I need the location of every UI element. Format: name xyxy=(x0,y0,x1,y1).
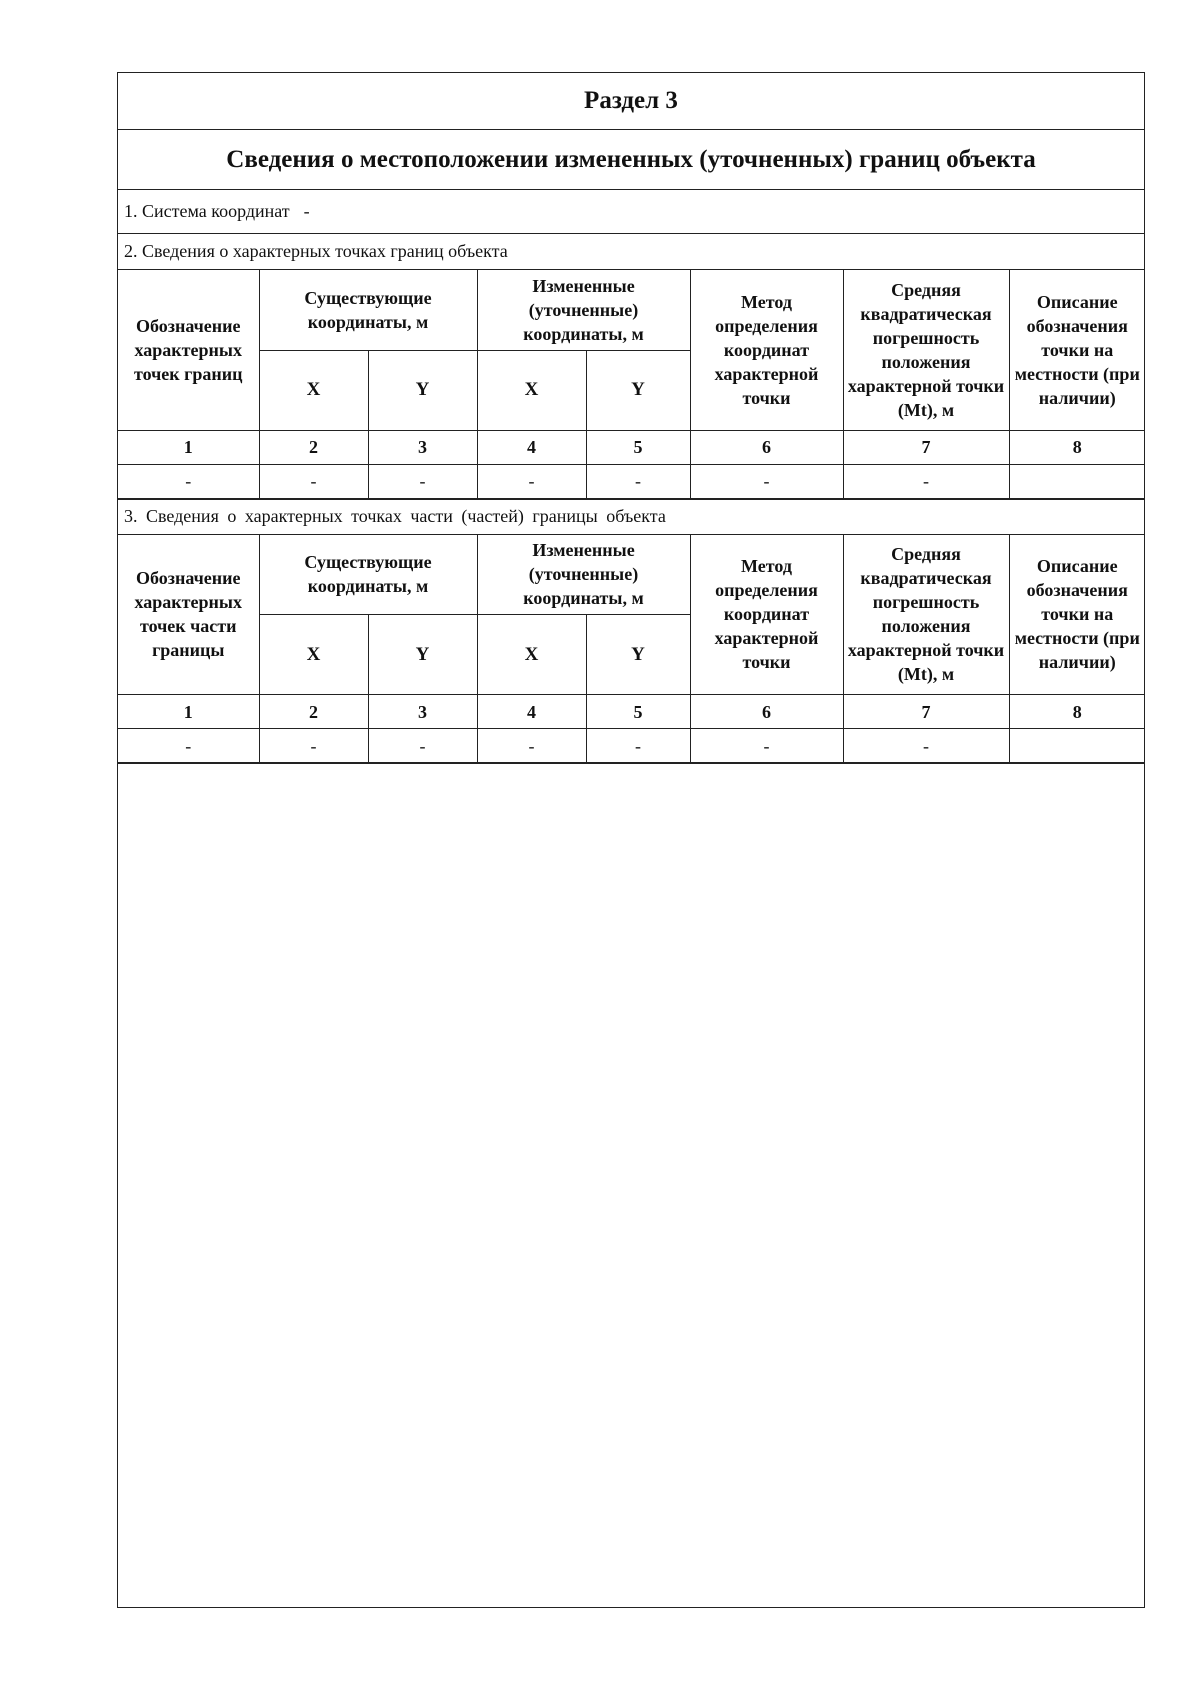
column-number: 3 xyxy=(368,430,477,464)
header-existing-coordinates: Существующие координаты, м xyxy=(259,270,477,350)
column-number: 8 xyxy=(1009,430,1145,464)
table-cell: - xyxy=(477,729,586,763)
table-cell: - xyxy=(118,729,259,763)
header-designation: Обозначение характерных точек границ xyxy=(118,270,259,430)
header-changed-x: X xyxy=(477,350,586,430)
table-cell: - xyxy=(259,729,368,763)
column-number: 8 xyxy=(1009,695,1145,729)
header-existing-y: Y xyxy=(368,350,477,430)
table-cell: - xyxy=(690,464,843,498)
column-numbers-row xyxy=(118,430,1145,464)
column-number: 5 xyxy=(586,430,690,464)
column-number: 6 xyxy=(690,430,843,464)
table-cell: - xyxy=(118,464,259,498)
part-boundary-points-table xyxy=(118,535,1145,764)
column-number: 5 xyxy=(586,695,690,729)
header-existing-x: X xyxy=(259,615,368,695)
table1-caption: 2. Сведения о характерных точках границ объекта xyxy=(118,234,1144,270)
section-title: Раздел 3 xyxy=(118,73,1144,130)
column-number: 1 xyxy=(118,430,259,464)
column-number: 2 xyxy=(259,695,368,729)
header-existing-x: X xyxy=(259,350,368,430)
table-cell: - xyxy=(368,464,477,498)
column-number: 2 xyxy=(259,430,368,464)
header-changed-coordinates: Измененные (уточненные) координаты, м xyxy=(477,535,690,615)
column-number: 1 xyxy=(118,695,259,729)
header-existing-coordinates: Существующие координаты, м xyxy=(259,535,477,615)
table-cell: - xyxy=(477,464,586,498)
document-sheet xyxy=(117,72,1145,1608)
header-error: Средняя квадратическая погрешность положения характерной точки (Mt), м xyxy=(843,270,1009,430)
table-cell: - xyxy=(690,729,843,763)
header-changed-y: Y xyxy=(586,350,690,430)
table-cell: - xyxy=(368,729,477,763)
table2-caption: 3. Сведения о характерных точках части (частей) границы объекта xyxy=(118,499,1144,535)
blank-area xyxy=(118,763,1144,764)
header-changed-y: Y xyxy=(586,615,690,695)
column-number: 4 xyxy=(477,695,586,729)
table-cell: - xyxy=(586,729,690,763)
column-number: 7 xyxy=(843,430,1009,464)
table-cell: - xyxy=(843,729,1009,763)
coordinate-system-label: 1. Система координат xyxy=(124,201,290,221)
column-number: 4 xyxy=(477,430,586,464)
header-method: Метод определения координат характерной точки xyxy=(690,535,843,695)
table-cell: - xyxy=(586,464,690,498)
column-number: 3 xyxy=(368,695,477,729)
coordinate-system-line xyxy=(118,190,1144,234)
boundary-points-table xyxy=(118,270,1145,499)
header-designation: Обозначение характерных точек части границы xyxy=(118,535,259,695)
table-cell: - xyxy=(843,464,1009,498)
table-row xyxy=(118,729,1145,763)
column-number: 6 xyxy=(690,695,843,729)
table-cell: - xyxy=(259,464,368,498)
header-description: Описание обозначения точки на местности (при наличии) xyxy=(1009,535,1145,695)
header-error: Средняя квадратическая погрешность положения характерной точки (Mt), м xyxy=(843,535,1009,695)
coordinate-system-value: - xyxy=(303,201,310,221)
header-existing-y: Y xyxy=(368,615,477,695)
column-numbers-row xyxy=(118,695,1145,729)
header-description: Описание обозначения точки на местности (при наличии) xyxy=(1009,270,1145,430)
header-method: Метод определения координат характерной точки xyxy=(690,270,843,430)
table-cell xyxy=(1009,729,1145,763)
section-subtitle: Сведения о местоположении измененных (уточненных) границ объекта xyxy=(118,130,1144,190)
table-cell xyxy=(1009,464,1145,498)
header-changed-coordinates: Измененные (уточненные) координаты, м xyxy=(477,270,690,350)
table-row xyxy=(118,464,1145,498)
header-changed-x: X xyxy=(477,615,586,695)
column-number: 7 xyxy=(843,695,1009,729)
